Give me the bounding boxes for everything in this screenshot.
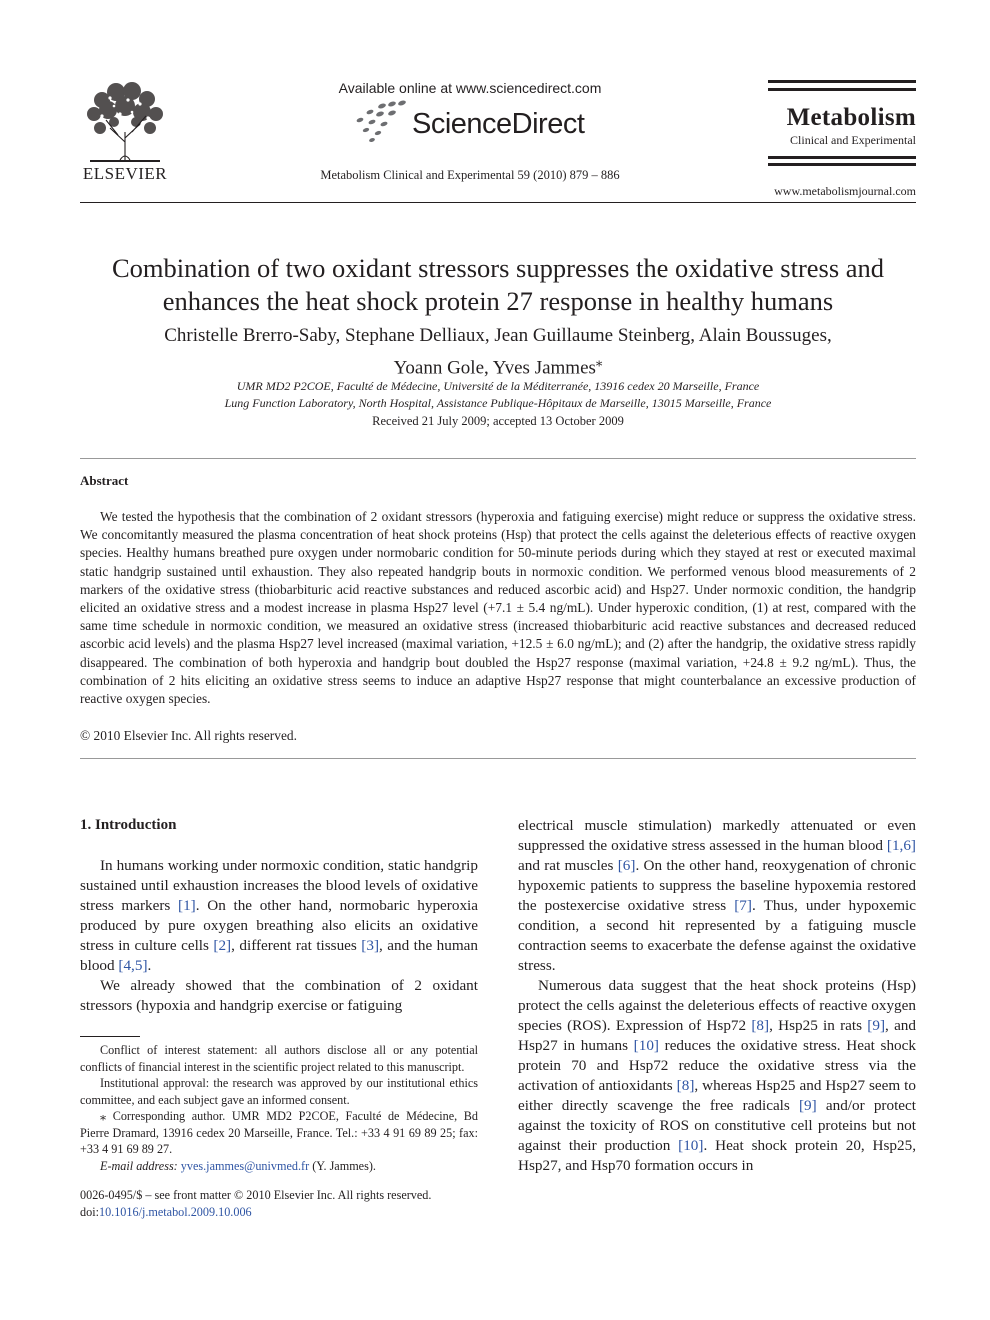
citation-link[interactable]: [10] — [678, 1137, 704, 1154]
right-column — [518, 816, 916, 1176]
footnote-rule — [80, 1036, 140, 1037]
title-line-1: Combination of two oxidant stressors suppresses the oxidative stress and — [111, 253, 885, 283]
journal-logo-rule — [768, 80, 916, 83]
journal-url[interactable]: www.metabolismjournal.com — [774, 184, 916, 198]
affiliation-2: Lung Function Laboratory, North Hospital, Assistance Publique-Hôpitaux de Marseille, 13015 Marseille, France — [224, 396, 772, 410]
left-column — [80, 856, 478, 1016]
citation-link[interactable]: [1] — [178, 897, 196, 914]
sciencedirect-wordmark: ScienceDirect — [412, 108, 585, 140]
corresponding-author-mark[interactable]: ⁎ — [595, 354, 603, 369]
available-online-text: Available online at www.sciencedirect.com — [338, 80, 602, 96]
footnote-email: E-mail address: yves.jammes@univmed.fr (Y. Jammes). — [100, 1158, 376, 1173]
authors-line-2: Yoann Gole, Yves Jammes — [393, 357, 596, 379]
footnote-conflict: Conflict of interest statement: all authors disclose all or any potential conflicts of financial interest in the scientific project related to this manuscript. — [80, 1043, 478, 1074]
citation-link[interactable]: [3] — [361, 937, 380, 954]
received-dates: Received 21 July 2009; accepted 13 October 2009 — [372, 414, 624, 428]
issn-line: 0026-0495/$ – see front matter © 2010 Elsevier Inc. All rights reserved. — [80, 1188, 432, 1202]
abstract-rule-bottom — [80, 758, 916, 759]
abstract-heading: Abstract — [80, 473, 129, 488]
article-title — [60, 252, 936, 318]
footnote-approval: Institutional approval: the research was approved by our institutional ethics committee, and each subject gave an informed consent. — [80, 1076, 478, 1107]
title-line-2: enhances the heat shock protein 27 response in healthy humans — [162, 286, 834, 316]
intro-paragraph-2: We already showed that the combination of 2 oxidant stressors (hypoxia and handgrip exercise or fatiguing — [80, 977, 478, 1014]
intro-paragraph-1: In humans working under normoxic condition, static handgrip sustained until exhaustion increases the blood levels of oxidative stress markers [1]. On the other hand, normobaric hyperoxia produced by pure oxygen breathing also elicits an oxidative stress in culture cells [2], different rat tissues [3], and the human blood [4,5]. — [80, 857, 479, 974]
affiliation-1: UMR MD2 P2COE, Faculté de Médecine, Université de la Méditerranée, 13916 cedex 20 Marseille, France — [236, 379, 760, 393]
section-heading-introduction: 1. Introduction — [80, 817, 177, 833]
citation-link[interactable]: [6] — [617, 857, 636, 874]
abstract-body: We tested the hypothesis that the combination of 2 oxidant stressors (hyperoxia and fatiguing exercise) might reduce or suppress the oxidative stress. We concomitantly measured the plasma concentration of heat shock proteins (Hsp) that protect the cells against the deleterious effects of reactive oxygen species. Healthy humans breathed pure oxygen under normobaric condition for 50-minute periods during which they stayed at rest or executed maximal static handgrip sustained until exhaustion. They also repeated handgrip bouts in normoxic condition. We performed venous blood measurements of 2 markers of the oxidative stress (thiobarbituric acid reactive substances and reduced ascorbic acid) and Hsp27. Under normoxic condition, the handgrip elicited an oxidative stress and a modest increase in plasma Hsp27 level (+7.1 ± 5.4 ng/mL). Under hyperoxic condition, (1) at rest, compared with the same time schedule in normoxic condition, we measured an oxidative stress (increased thiobarbituric acid reactive substances and decreased reduced ascorbic acid levels) and the plasma Hsp27 level increased (maximal variation, +12.5 ± 6.0 ng/mL); and (2) after the handgrip, the oxidative stress rapidly disappeared. The combination of both hyperoxia and handgrip bout doubled the Hsp27 response (maximal variation, +24.8 ± 9.2 ng/mL). Thus, the combination of 2 hits eliciting an oxidative stress seems to induce an adaptive Hsp27 response that might counterbalance an excessive production of reactive oxygen species. — [80, 509, 916, 707]
citation-link[interactable]: [8] — [751, 1017, 770, 1034]
citation-link[interactable]: [8] — [676, 1077, 695, 1094]
footnote-corresponding: ⁎ Corresponding author. UMR MD2 P2COE, Faculté de Médecine, Bd Pierre Dramard, 13916 cedex 20 Marseille, France. Tel.: +33 4 91 69 89 25; fax: +33 4 91 69 89 27. — [80, 1109, 478, 1156]
citation-link[interactable]: [2] — [213, 937, 232, 954]
intro-paragraph-3: Numerous data suggest that the heat shock proteins (Hsp) protect the cells against the deleterious effects of reactive oxygen species (ROS). Expression of Hsp72 [8], Hsp25 in rats [9], and Hsp27 in humans [10] reduces the oxidative stress. Heat shock protein 70 and Hsp72 reduce the oxidative stress via the activation of antioxidants [8], whereas Hsp25 and Hsp27 seem to either directly scavenge the free radicals [9] and/or protect against the toxicity of ROS on constitutive cell proteins but not against their production [10]. Heat shock protein 20, Hsp25, Hsp27, and Hsp70 formation occurs in — [518, 977, 916, 1174]
journal-logo-title: Metabolism — [786, 104, 916, 131]
citation-link[interactable]: [9] — [798, 1097, 817, 1114]
issn-doi: 0026-0495/$ – see front matter © 2010 Elsevier Inc. All rights reserved. doi:10.1016/j.metabol.2009.10.006 — [80, 1187, 478, 1221]
journal-logo-rule — [768, 88, 916, 91]
journal-logo-subtitle: Clinical and Experimental — [790, 133, 916, 147]
footnotes — [80, 1042, 478, 1174]
affiliations — [80, 378, 916, 412]
citation-link[interactable]: [7] — [734, 897, 752, 914]
journal-logo-rule — [768, 163, 916, 166]
journal-logo-rule — [768, 156, 916, 159]
citation-link[interactable]: [4,5] — [118, 957, 148, 974]
abstract-copyright: © 2010 Elsevier Inc. All rights reserved. — [80, 728, 297, 743]
doi-link[interactable]: 10.1016/j.metabol.2009.10.006 — [98, 1205, 252, 1219]
citation-link[interactable]: [10] — [633, 1037, 659, 1054]
journal-citation: Metabolism Clinical and Experimental 59 (2010) 879 – 886 — [320, 168, 620, 182]
author-list — [80, 323, 916, 381]
intro-paragraph-2-continued: electrical muscle stimulation) markedly attenuated or even suppressed the oxidative stress assessed in the human blood [1,6] and rat muscles [6]. On the other hand, reoxygenation of chronic hypoxemic patients to suppress the baseline hypoxemia restored the postexercise oxidative stress [7]. Thus, under hypoxemic condition, a second hit represented by a fatiguing muscle contraction seems to exacerbate the defense against the oxidative stress. — [518, 817, 916, 974]
header-rule — [80, 202, 916, 203]
citation-link[interactable]: [1,6] — [886, 837, 916, 854]
abstract-rule-top — [80, 458, 916, 459]
publisher-name: ELSEVIER — [82, 164, 168, 183]
email-link[interactable]: yves.jammes@univmed.fr — [180, 1158, 310, 1173]
citation-link[interactable]: [9] — [867, 1017, 886, 1034]
authors-line-1: Christelle Brerro-Saby, Stephane Delliaux, Jean Guillaume Steinberg, Alain Boussuges, — [164, 325, 832, 346]
